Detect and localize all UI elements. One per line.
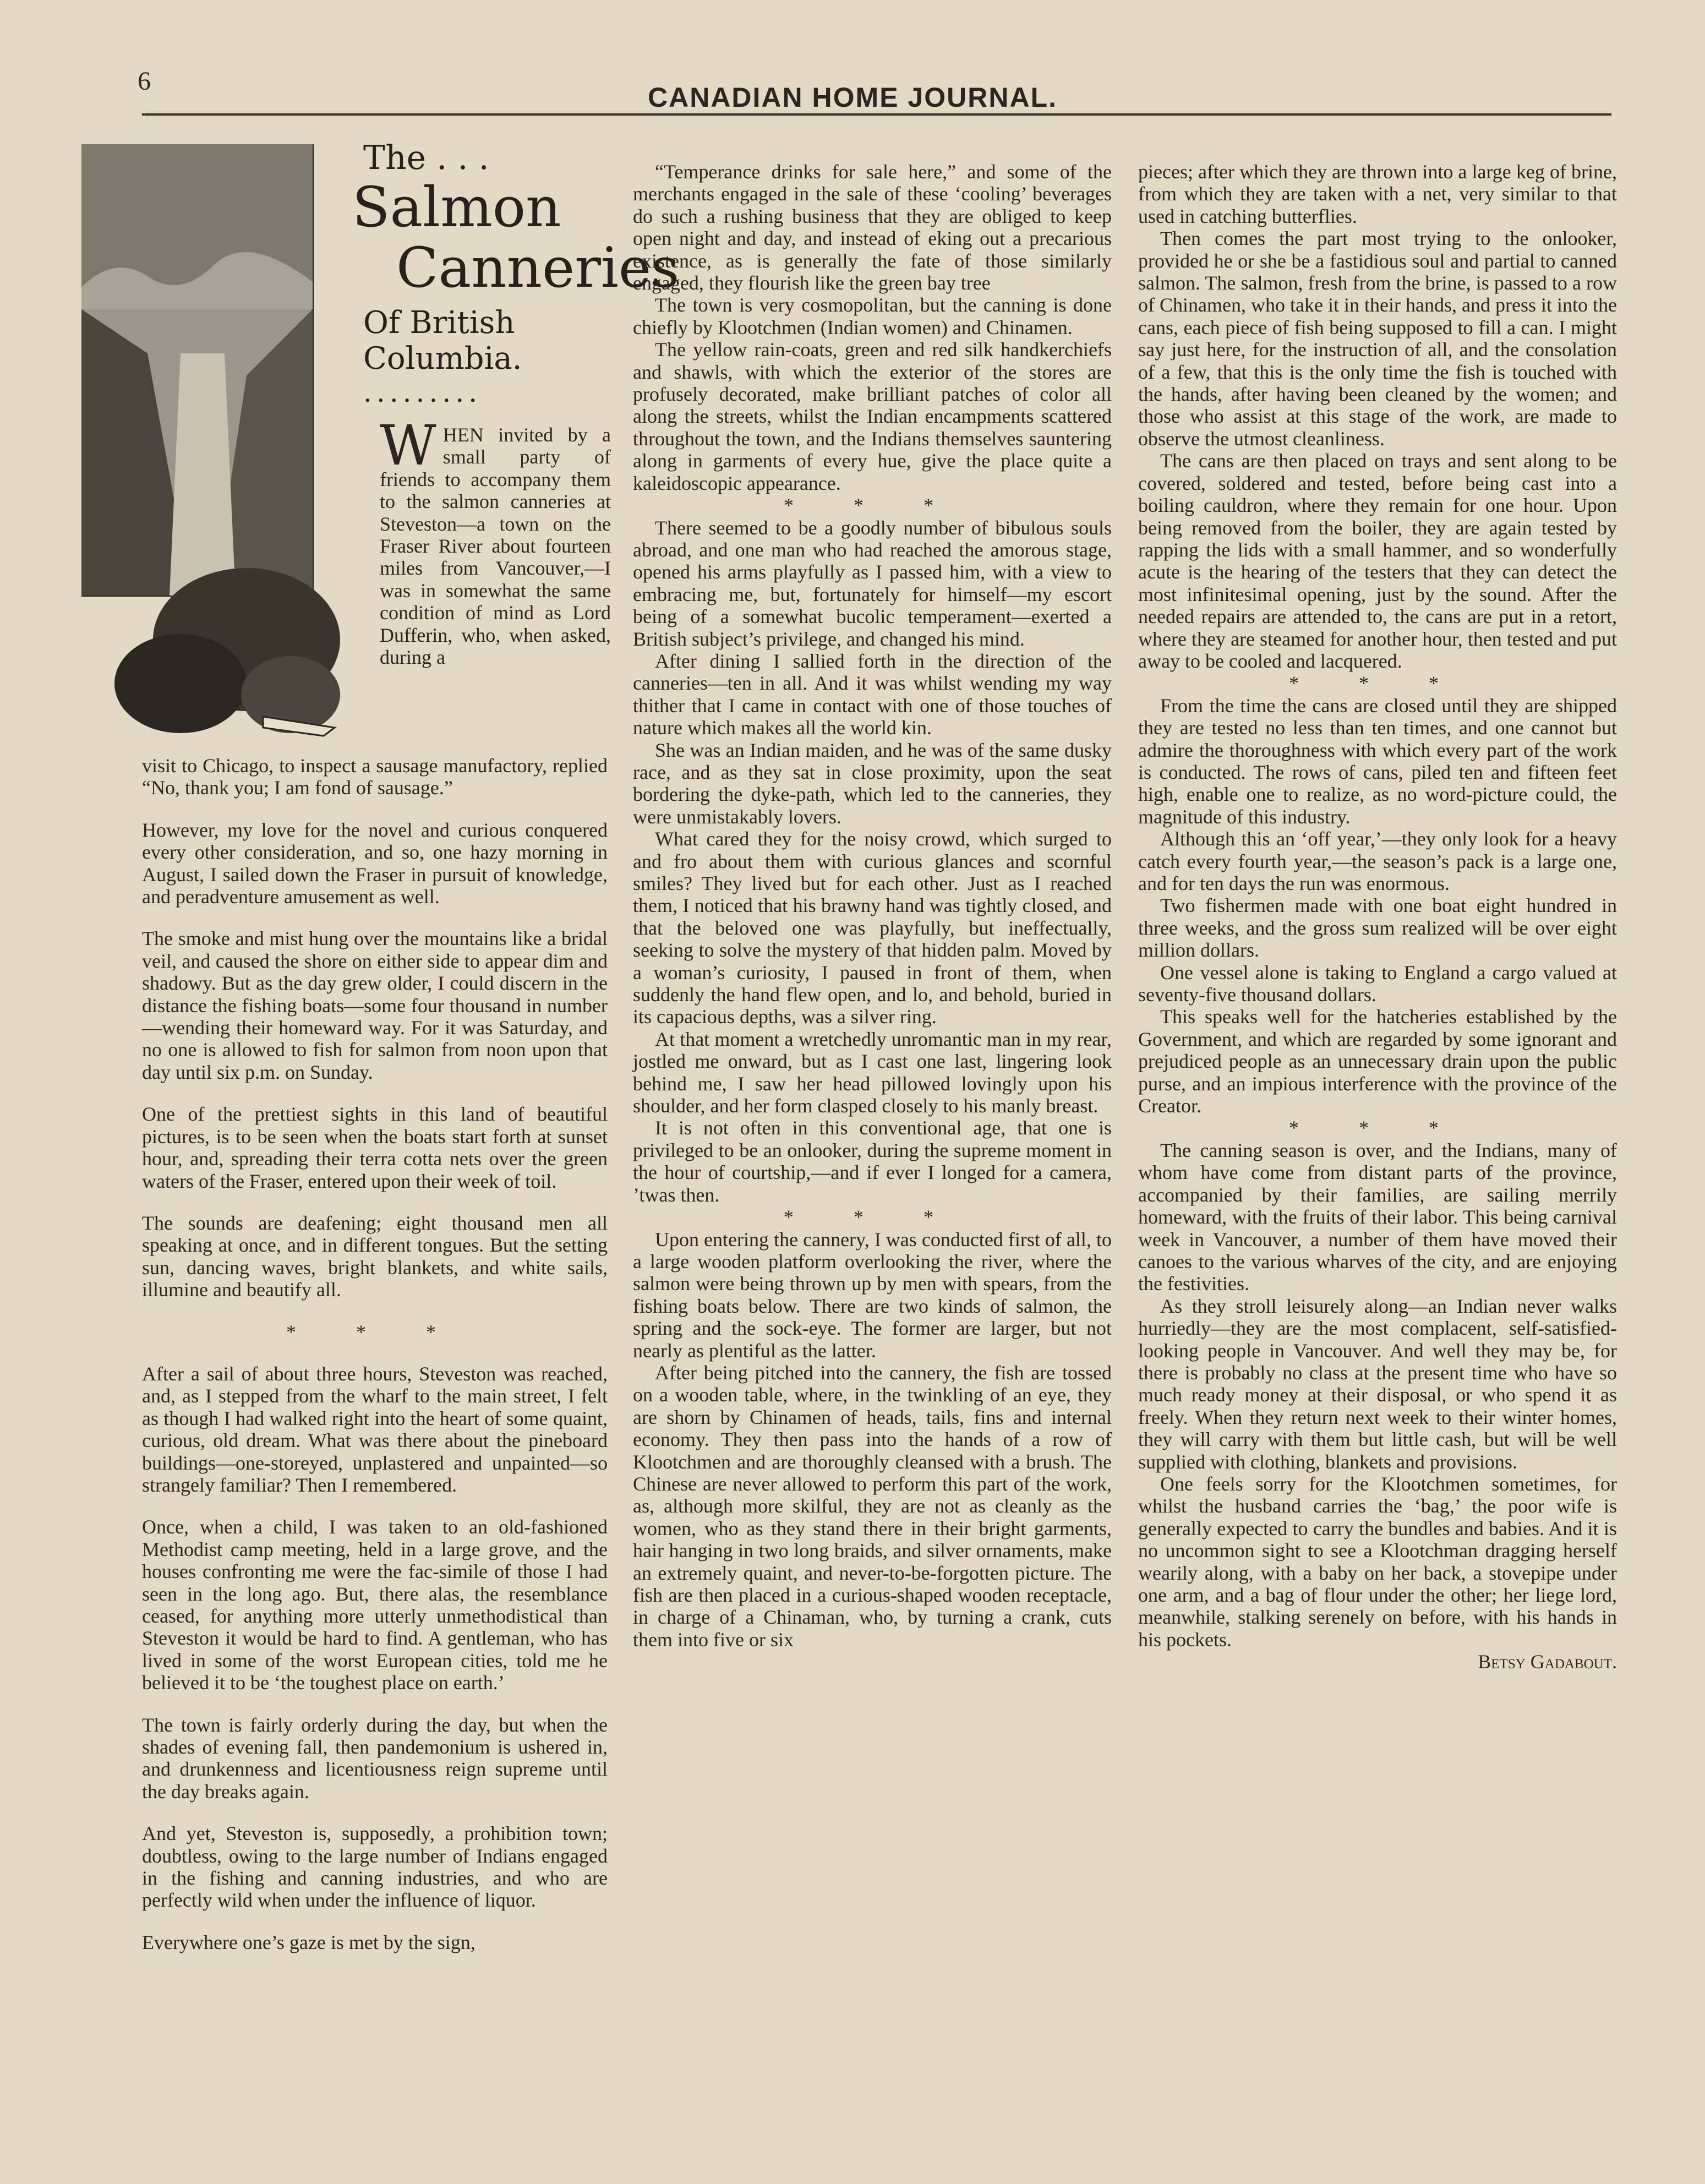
column-3 (1138, 161, 1617, 1673)
intro-text: HEN invited by a small party of friends to accompany them to the salmon canneries at Steveston—a town on the Fraser River about fourteen miles from Vancouver,—I was in somewhat the same condition of mind as Lord Dufferin, who, when asked, during a (380, 424, 611, 669)
paragraph: The town is very cosmopolitan, but the canning is done chiefly by Klootchmen (Indian women) and Chinamen. (633, 294, 1112, 338)
paragraph: Although this an ‘off year,’—they only look for a heavy catch every fourth year,—the season’s pack is a large one, and for ten days the run was enormous. (1138, 828, 1617, 894)
title-dots: ......... (363, 376, 482, 408)
paragraph: Then comes the part most trying to the onlooker, provided he or she be a fastidious soul and partial to canned salmon. The salmon, fresh from the brine, is passed to a row of Chinamen, who take it in their hands, and press it into the cans, each piece of fish being supposed to fill a can. I might say just here, for the instruction of all, and the consolation of a few, that this is the only time the fish is touched with the hands, after having been cleaned by the women; and those who assist at this stage of the work, are made to observe the utmost cleanliness. (1138, 227, 1617, 450)
title-the: The . . . (363, 139, 489, 177)
author-signature: Betsy Gadabout. (1478, 1651, 1617, 1673)
title-columbia: Columbia. (363, 341, 522, 376)
paragraph: One of the prettiest sights in this land of beautiful pictures, is to be seen when the boats start forth at sunset hour, and, spreading their terra cotta nets over the green waters of the Fraser, entered upon their week of toil. (142, 1103, 608, 1192)
section-divider: * * * (1289, 672, 1466, 695)
paragraph: The yellow rain-coats, green and red silk handkerchiefs and shawls, with which the exterior of the stores are profusely decorated, make brilliant patches of color all along the streets, whilst the Indian encampments scattered throughout the town, and the Indians themselves sauntering along in garments of every hue, give the place quite a kaleidoscopic appearance. (633, 338, 1112, 494)
paragraph: The town is fairly orderly during the day, but when the shades of evening fall, then pandemonium is ushered in, and drunkenness and licentiousness reign supreme until the day breaks again. (142, 1713, 608, 1803)
paragraph: pieces; after which they are thrown into a large keg of brine, from which they are taken with a net, very similar to that used in catching butterflies. (1138, 161, 1617, 227)
section-divider: * * * (286, 1320, 463, 1343)
paragraph: She was an Indian maiden, and he was of the same dusky race, and as they sat in close proximity, upon the seat bordering the dyke-path, which led to the canneries, they were unmistakably lovers. (633, 739, 1112, 828)
page-number: 6 (138, 67, 151, 96)
title-of-british: Of British (363, 305, 515, 341)
paragraph: “Temperance drinks for sale here,” and some of the merchants engaged in the sale of these ‘cooling’ beverages do such a rushing business that they are obliged to keep open night and day, and instead of eking out a precarious existence, as is generally the fate of those similarly engaged, they flourish like the green bay tree (633, 161, 1112, 294)
paragraph: After a sail of about three hours, Steveston was reached, and, as I stepped from the wharf to the main street, I felt as though I had walked right into the heart of some quaint, curious, old dream. What was there about the pineboard buildings—one-storeyed, unplastered and unpainted—so strangely familiar? Then I remembered. (142, 1362, 608, 1496)
column-1 (142, 735, 608, 1973)
paragraph: The smoke and mist hung over the mountains like a bridal veil, and caused the shore on either side to appear dim and shadowy. But as the day grew older, I could discern in the distance the fishing boats—some four thousand in number—wending their homeward way. For it was Saturday, and no one is allowed to fish for salmon from noon upon that day until six p.m. on Sunday. (142, 927, 608, 1083)
title-canneries: Canneries (396, 236, 680, 300)
drop-cap: W (380, 413, 436, 478)
paragraph: However, my love for the novel and curious conquered every other consideration, and so, one hazy morning in August, I sailed down the Fraser in pursuit of knowledge, and peradventure amusement as well. (142, 818, 608, 908)
column-2 (633, 161, 1112, 1651)
section-divider: * * * (784, 1206, 961, 1228)
intro-paragraph (380, 413, 611, 669)
paragraph: What cared they for the noisy crowd, which surged to and fro about them with curious glances and scornful smiles? They lived but for each other. Just as I reached them, I noticed that his brawny hand was tightly closed, and that the beloved one was playfully, but ineffectually, seeking to solve the mystery of that hidden palm. Moved by a woman’s curiosity, I paused in front of them, when suddenly the hand flew open, and lo, and behold, buried in its capacious depths, was a silver ring. (633, 828, 1112, 1028)
paragraph: visit to Chicago, to inspect a sausage manufactory, replied “No, thank you; I am fond of sausage.” (142, 755, 608, 799)
paragraph: Everywhere one’s gaze is met by the sign, (142, 1931, 476, 1953)
article-title (352, 139, 680, 408)
paragraph: There seemed to be a goodly number of bibulous souls abroad, and one man who had reached the amorous stage, opened his arms playfully as I passed him, with a view to embracing me, but, fortunately for himself—my escort being of a somewhat bucolic temperament—exerted a British subject’s privilege, and changed his mind. (633, 516, 1112, 650)
mountain-river-illustration (81, 144, 340, 739)
journal-title: CANADIAN HOME JOURNAL. (648, 82, 1057, 113)
paragraph: After being pitched into the cannery, the fish are tossed on a wooden table, where, in the twinkling of an eye, they are shorn by Chinamen of heads, tails, fins and internal economy. They then pass into the hands of a row of Klootchmen and are thoroughly cleansed with a brush. The Chinese are never allowed to perform this part of the work, as, although more skilful, they are not as cleanly as the women, who as they stand there in their bright garments, hair hanging in two long braids, and silver ornaments, make an extremely quaint, and never-to-be-forgotten picture. The fish are then placed in a curious-shaped wooden receptacle, in charge of a Chinaman, who, by turning a crank, cuts them into five or six (633, 1361, 1112, 1651)
paragraph: Upon entering the cannery, I was conducted first of all, to a large wooden platform overlooking the river, where the salmon were being thrown up by men with spears, from the fishing boats below. There are two kinds of salmon, the spring and the sock-eye. The former are larger, but not nearly as plentiful as the latter. (633, 1228, 1112, 1362)
paragraph: One vessel alone is taking to England a cargo valued at seventy-five thousand dollars. (1138, 961, 1617, 1006)
paragraph: The cans are then placed on trays and sent along to be covered, soldered and tested, before being cast into a boiling cauldron, where they remain for one hour. Upon being removed from the boiler, they are again tested by rapping the lids with a small hammer, and so wonderfully acute is the hearing of the testers that they can detect the most infinitesimal opening, just by the sound. After the needed repairs are attended to, the cans are put in a retort, where they are steamed for another hour, then tested and put away to be cooled and lacquered. (1138, 450, 1617, 672)
section-divider: * * * (1289, 1117, 1466, 1139)
paragraph: Two fishermen made with one boat eight hundred in three weeks, and the gross sum realized will be over eight million dollars. (1138, 894, 1617, 962)
paragraph: The sounds are deafening; eight thousand men all speaking at once, and in different tongues. But the setting sun, dancing waves, bright blankets, and white sails, illumine and beautify all. (142, 1211, 608, 1301)
paragraph: At that moment a wretchedly unromantic man in my rear, jostled me onward, but as I cast one last, lingering look behind me, I saw her head pillowed lovingly upon his shoulder, and her form clasped closely to his manly breast. (633, 1028, 1112, 1117)
paragraph: After dining I sallied forth in the direction of the canneries—ten in all. And it was whilst wending my way thither that I came in contact with one of those touches of nature which makes all the world kin. (633, 649, 1112, 739)
paragraph: One feels sorry for the Klootchmen sometimes, for whilst the husband carries the ‘bag,’ the poor wife is generally expected to carry the bundles and babies. And it is no uncommon sight to see a Klootchman dragging herself wearily along, with a baby on her back, a stovepipe under one arm, and a bag of flour under the other; her liege lord, meanwhile, stalking serenely on before, with his hands in his pockets. (1138, 1472, 1617, 1651)
section-divider: * * * (784, 494, 961, 517)
paragraph: From the time the cans are closed until they are shipped they are tested no less than ten times, and one cannot but admire the thoroughness with which every part of the work is conducted. The rows of cans, piled ten and fifteen feet high, enable one to realize, as no word-picture could, the magnitude of this industry. (1138, 694, 1617, 828)
paragraph: As they stroll leisurely along—an Indian never walks hurriedly—they are the most complacent, self-satisfied-looking people in Vancouver. And well they may be, for there is probably no class at the present time who have so much ready money at their disposal, or who spend it as freely. When they return next week to their winter homes, they will carry with them but little cash, but will be well supplied with clothing, blankets and provisions. (1138, 1295, 1617, 1473)
paragraph: It is not often in this conventional age, that one is privileged to be an onlooker, during the supreme moment in the hour of courtship,—and if ever I longed for a camera, ’twas then. (633, 1117, 1112, 1206)
paragraph: This speaks well for the hatcheries established by the Government, and which are regarded by some ignorant and prejudiced people as an unnecessary drain upon the public purse, and an impious interference with the province of the Creator. (1138, 1006, 1617, 1117)
paragraph: Once, when a child, I was taken to an old-fashioned Methodist camp meeting, held in a large grove, and the houses confronting me were the fac-simile of those I had seen in the long ago. But, there alas, the resemblance ceased, for anything more utterly unmethodistical than Steveston it would be hard to find. A gentleman, who has lived in some of the worst European cities, told me he believed it to be ‘the toughest place on earth.’ (142, 1516, 608, 1694)
paragraph: And yet, Steveston is, supposedly, a prohibition town; doubtless, owing to the large number of Indians engaged in the fishing and canning industries, and who are perfectly wild when under the influence of liquor. (142, 1822, 608, 1912)
title-salmon: Salmon (352, 175, 561, 239)
paragraph: The canning season is over, and the Indians, many of whom have come from distant parts of the province, accompanied by their families, are sailing merrily homeward, with the fruits of their labor. This being carnival week in Vancouver, a number of them have moved their canoes to the various wharves of the city, and are enjoying the festivities. (1138, 1139, 1617, 1295)
header-rule (142, 113, 1611, 116)
